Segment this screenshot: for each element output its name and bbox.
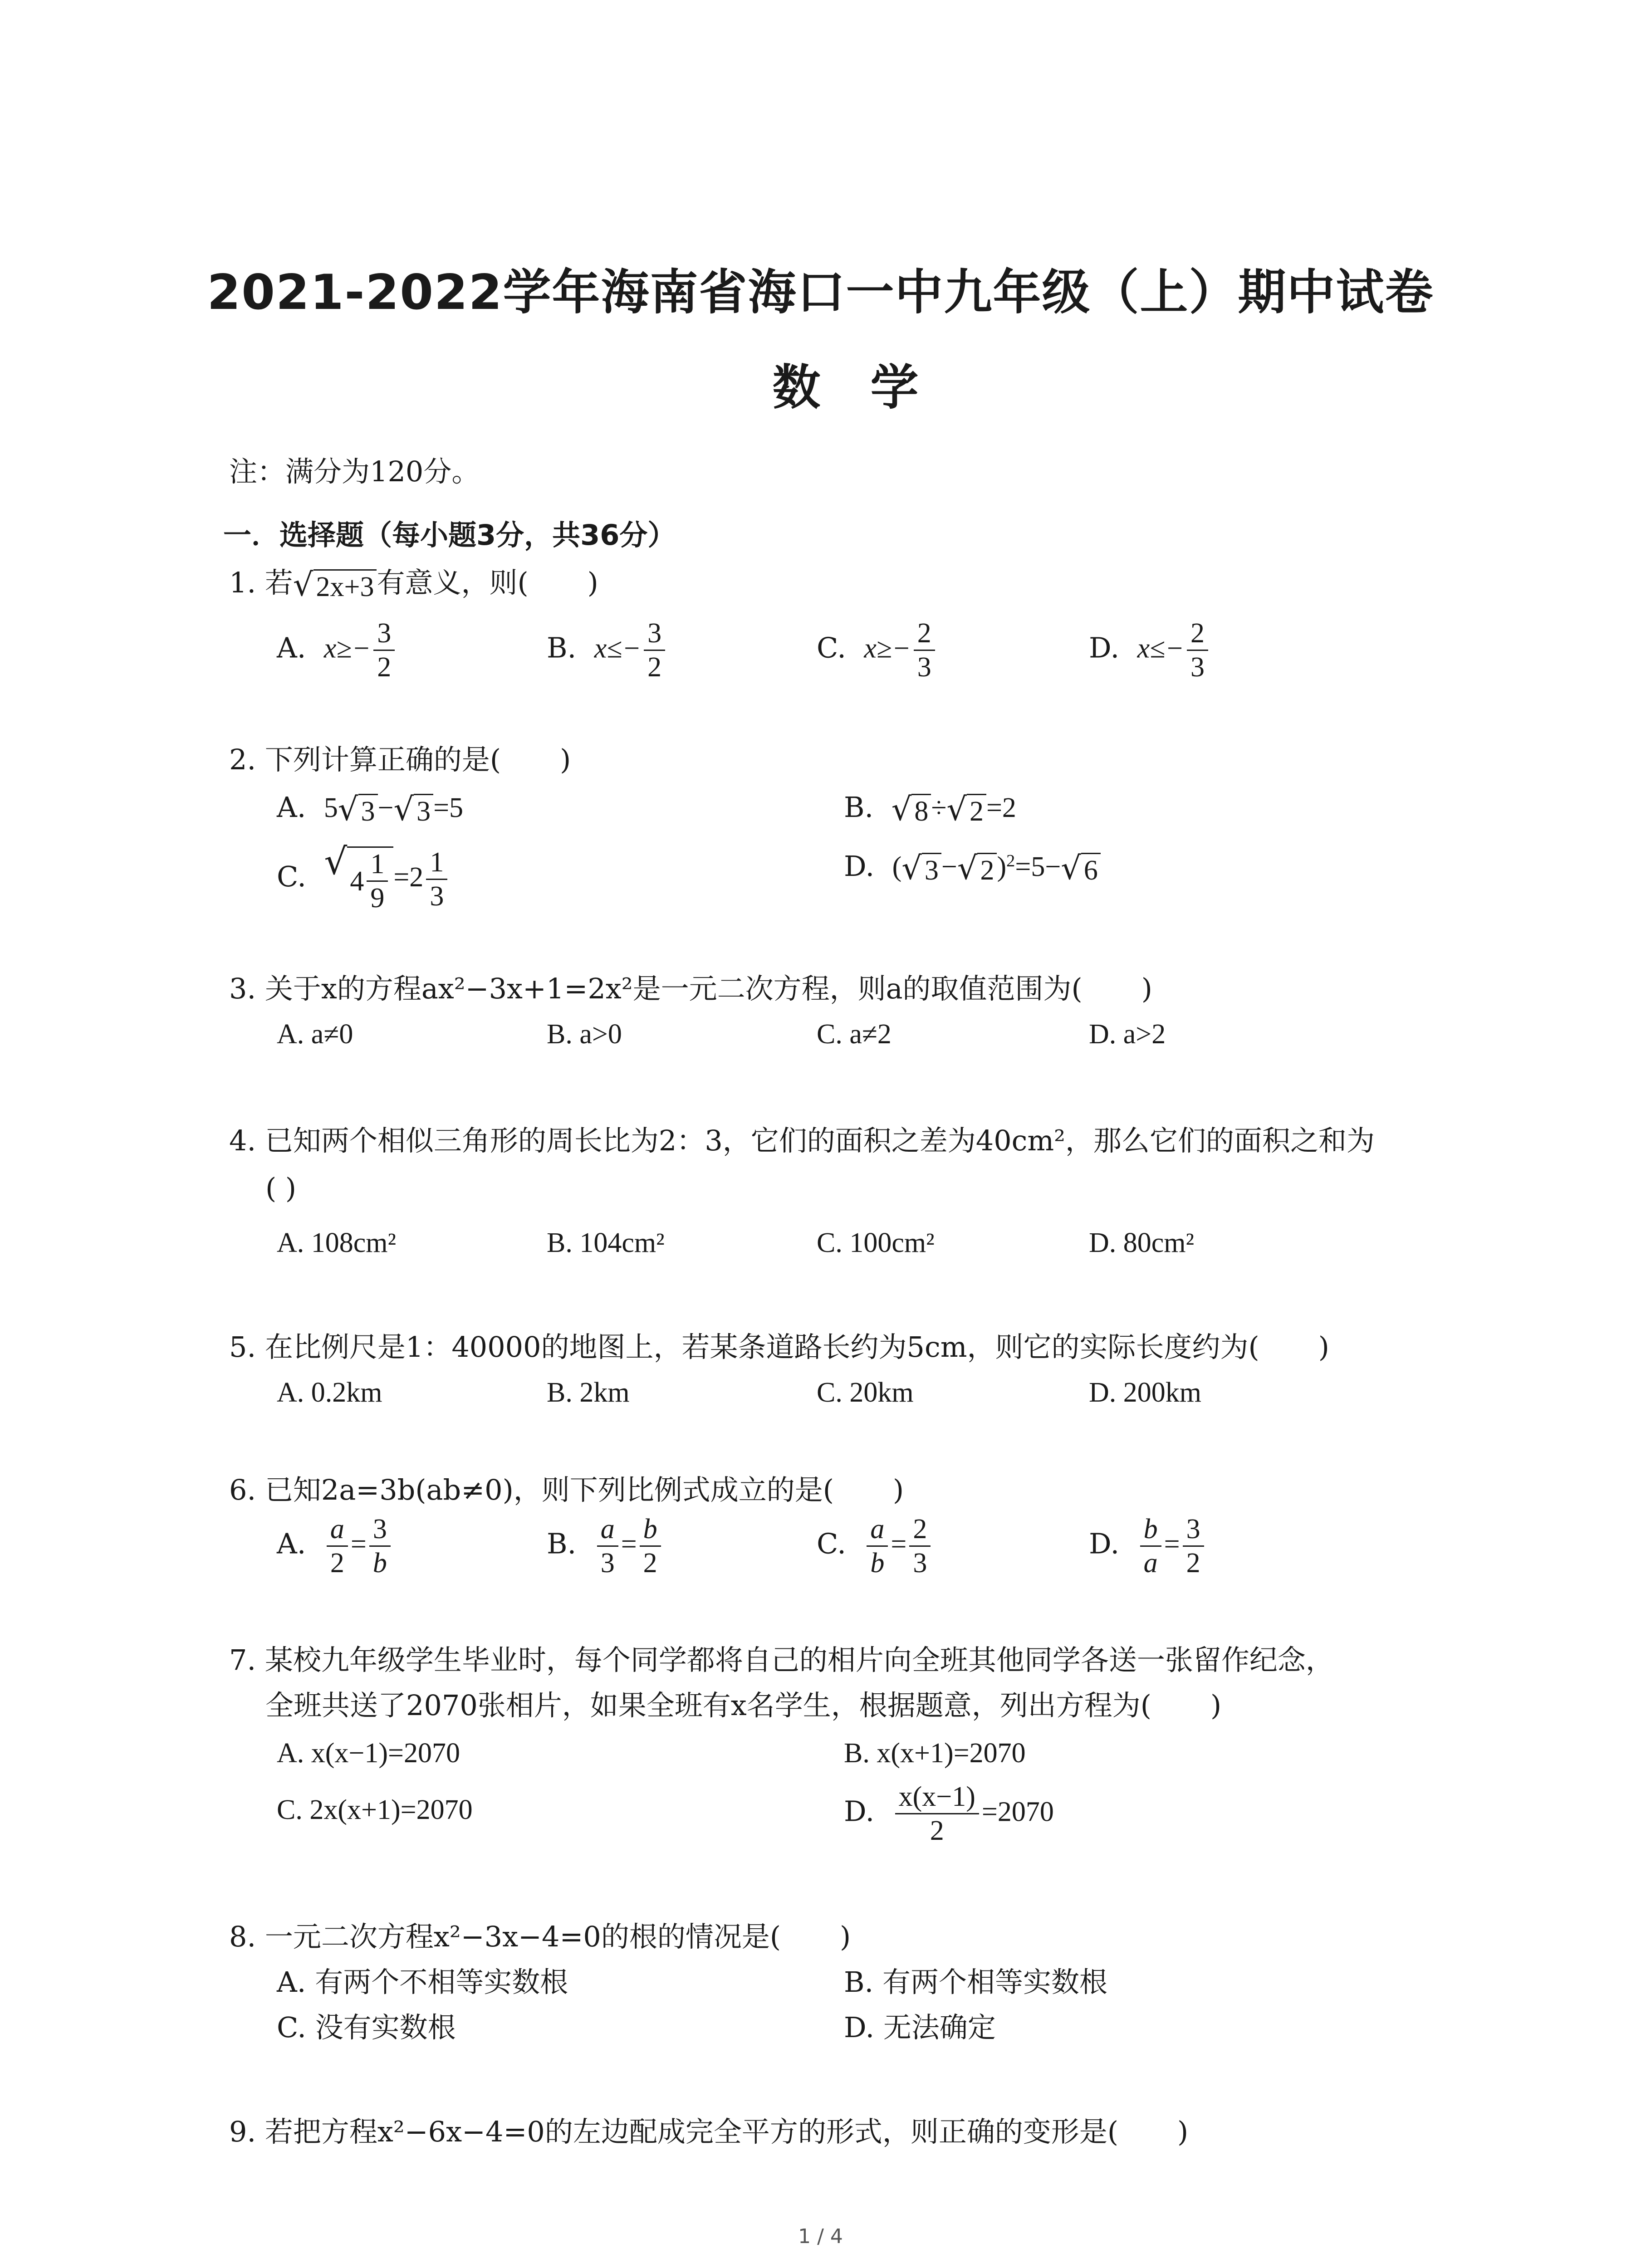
q6-option-b[interactable]: B. $\frac{a}{3}$ = $\frac{b}{2}$ — [547, 1513, 664, 1579]
q4-option-c[interactable]: C. 100cm² — [817, 1227, 935, 1258]
q3-option-b[interactable]: B. a>0 — [547, 1019, 622, 1050]
question-6: 6. 已知2a=3b(ab≠0)，则下列比例式成立的是( ) — [229, 1473, 904, 1506]
q1-option-a[interactable]: A. x≥− $\frac{3}{2}$ — [277, 617, 397, 684]
q2-option-a[interactable]: A. 5 √ 3 − √ 3 =5 — [277, 791, 464, 828]
q8-option-d[interactable]: D. 无法确定 — [844, 2011, 996, 2044]
q1-option-c[interactable]: C. x≥− $\frac{2}{3}$ — [817, 617, 938, 684]
q5-option-b[interactable]: B. 2km — [547, 1377, 630, 1408]
q7-option-a[interactable]: A. x(x−1)=2070 — [277, 1738, 460, 1769]
question-3: 3. 关于x的方程ax²−3x+1=2x²是一元二次方程，则a的取值范围为( ) — [229, 972, 1152, 1005]
question-4: 4. 已知两个相似三角形的周长比为2：3，它们的面积之差为40cm²，那么它们的面积之和为 — [229, 1124, 1375, 1157]
q8-option-a[interactable]: A. 有两个不相等实数根 — [277, 1965, 568, 1999]
question-2: 2. 下列计算正确的是( ) — [229, 743, 571, 776]
section-heading: 一．选择题（每小题3分，共36分） — [223, 518, 676, 552]
q5-option-c[interactable]: C. 20km — [817, 1377, 914, 1408]
q2-option-c[interactable]: C. √ 4 $\frac{1}{9}$ =2 $\frac{1}{3}$ — [277, 844, 450, 914]
score-note: 注：满分为120分。 — [229, 455, 480, 488]
q3-option-c[interactable]: C. a≠2 — [817, 1019, 892, 1050]
question-7-line2: 全班共送了2070张相片，如果全班有x名学生，根据题意，列出方程为( ) — [265, 1689, 1222, 1722]
q1-option-d[interactable]: D. x≤− $\frac{2}{3}$ — [1089, 617, 1211, 684]
question-9: 9. 若把方程x²−6x−4=0的左边配成完全平方的形式，则正确的变形是( ) — [229, 2115, 1189, 2148]
q2-option-b[interactable]: B. √ 8 ÷ √ 2 =2 — [844, 791, 1016, 828]
q2-option-d[interactable]: D. ( √ 3 − √ 2 )$^2$=5− √ 6 — [844, 848, 1101, 887]
q4-option-d[interactable]: D. 80cm² — [1089, 1227, 1195, 1258]
q3-option-d[interactable]: D. a>2 — [1089, 1019, 1166, 1050]
q7-option-b[interactable]: B. x(x+1)=2070 — [844, 1738, 1026, 1769]
q5-option-d[interactable]: D. 200km — [1089, 1377, 1201, 1408]
page-subtitle: 数学 — [772, 360, 969, 415]
question-5: 5. 在比例尺是1：40000的地图上，若某条道路长约为5cm，则它的实际长度约为( ) — [229, 1330, 1329, 1364]
q8-option-b[interactable]: B. 有两个相等实数根 — [844, 1965, 1107, 1999]
q4-answer-paren: ( ) — [265, 1172, 297, 1205]
q5-option-a[interactable]: A. 0.2km — [277, 1377, 382, 1408]
q7-option-d[interactable]: D. $\frac{x(x-1)}{2}$ =2070 — [844, 1781, 1054, 1846]
q1-option-b[interactable]: B. x≤− $\frac{3}{2}$ — [547, 617, 668, 684]
q6-option-c[interactable]: C. $\frac{a}{b}$ = $\frac{2}{3}$ — [817, 1513, 933, 1579]
question-8: 8. 一元二次方程x²−3x−4=0的根的情况是( ) — [229, 1920, 851, 1953]
question-7: 7. 某校九年级学生毕业时，每个同学都将自己的相片向全班其他同学各送一张留作纪念， — [229, 1643, 1334, 1677]
q6-option-a[interactable]: A. $\frac{a}{2}$ = $\frac{3}{b}$ — [277, 1513, 393, 1579]
q8-option-c[interactable]: C. 没有实数根 — [277, 2011, 456, 2044]
question-1: 1. 若 √ 2x+3 有意义，则( ) — [229, 566, 598, 604]
q3-option-a[interactable]: A. a≠0 — [277, 1019, 353, 1050]
q4-option-b[interactable]: B. 104cm² — [547, 1227, 665, 1258]
q4-option-a[interactable]: A. 108cm² — [277, 1227, 397, 1258]
page-number: 1 / 4 — [798, 2225, 843, 2248]
page-title: 2021-2022学年海南省海口一中九年级（上）期中试卷 — [207, 264, 1434, 320]
q6-option-d[interactable]: D. $\frac{b}{a}$ = $\frac{3}{2}$ — [1089, 1513, 1207, 1579]
q7-option-c[interactable]: C. 2x(x+1)=2070 — [277, 1794, 473, 1825]
